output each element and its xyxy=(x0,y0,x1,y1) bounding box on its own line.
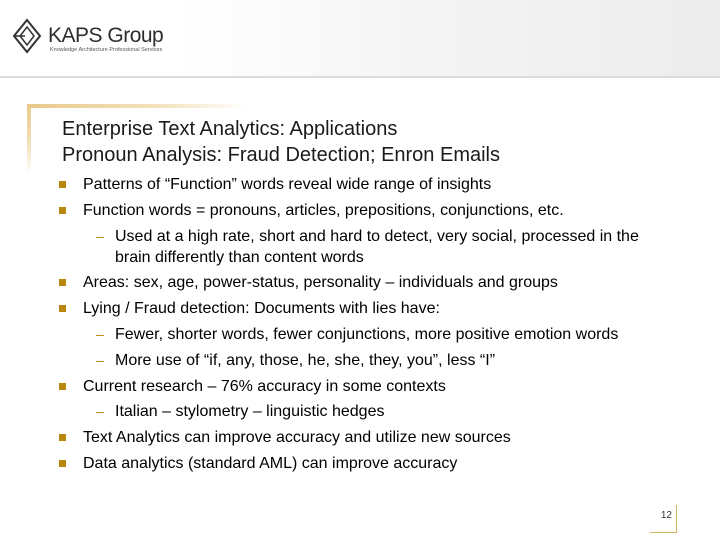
logo-name: KAPS Group xyxy=(48,24,164,47)
square-bullet-icon xyxy=(59,460,66,467)
dash-bullet-icon: – xyxy=(96,227,104,244)
kaps-logo-icon xyxy=(12,18,42,54)
bullet-item xyxy=(58,298,678,319)
square-bullet-icon xyxy=(59,207,66,214)
bullet-text: Areas: sex, age, power-status, personality – individuals and groups xyxy=(83,274,558,292)
bullet-item xyxy=(58,453,678,474)
header-divider xyxy=(0,76,720,78)
title-line-1: Enterprise Text Analytics: Applications xyxy=(62,118,398,140)
bullet-item xyxy=(58,376,678,397)
bullet-text: Italian – stylometry – linguistic hedges xyxy=(115,403,385,421)
bullet-text: Fewer, shorter words, fewer conjunctions, more positive emotion words xyxy=(115,325,619,343)
bullet-text: Current research – 76% accuracy in some contexts xyxy=(83,377,446,395)
bullet-text: Data analytics (standard AML) can improve accuracy xyxy=(83,454,458,472)
sub-bullet-item xyxy=(58,401,678,422)
bullet-item xyxy=(58,200,678,221)
bullet-text: Lying / Fraud detection: Documents with lies have: xyxy=(83,300,440,318)
page-number: 12 xyxy=(660,510,672,521)
dash-bullet-icon: – xyxy=(96,403,104,420)
bullet-item xyxy=(58,427,678,448)
bullet-item xyxy=(58,272,678,293)
bullet-text: Used at a high rate, short and hard to detect, very social, processed in the brain differently than content words xyxy=(115,227,639,266)
dash-bullet-icon: – xyxy=(96,351,104,368)
sub-bullet-item xyxy=(58,324,678,345)
accent-frame-left xyxy=(27,104,31,174)
dash-bullet-icon: – xyxy=(96,325,104,342)
bullet-text: Function words = pronouns, articles, prepositions, conjunctions, etc. xyxy=(83,201,564,219)
slide-title xyxy=(62,116,500,168)
sub-bullet-item xyxy=(58,226,678,268)
bullet-text: More use of “if, any, those, he, she, they, you”, less “I” xyxy=(115,351,496,369)
square-bullet-icon xyxy=(59,434,66,441)
kaps-logo xyxy=(12,14,164,58)
sub-bullet-item xyxy=(58,350,678,371)
title-line-2: Pronoun Analysis: Fraud Detection; Enron Emails xyxy=(62,144,500,166)
bullet-item xyxy=(58,174,678,195)
page-number-frame-horizontal xyxy=(650,532,677,533)
square-bullet-icon xyxy=(59,279,66,286)
page-number-frame-vertical xyxy=(676,505,677,533)
logo-tagline: Knowledge Architecture Professional Services xyxy=(50,47,163,53)
bullet-list xyxy=(58,174,678,479)
bullet-text: Text Analytics can improve accuracy and utilize new sources xyxy=(83,429,511,447)
accent-frame-top xyxy=(27,104,247,108)
square-bullet-icon xyxy=(59,383,66,390)
bullet-text: Patterns of “Function” words reveal wide range of insights xyxy=(83,176,492,193)
square-bullet-icon xyxy=(59,181,66,188)
square-bullet-icon xyxy=(59,305,66,312)
